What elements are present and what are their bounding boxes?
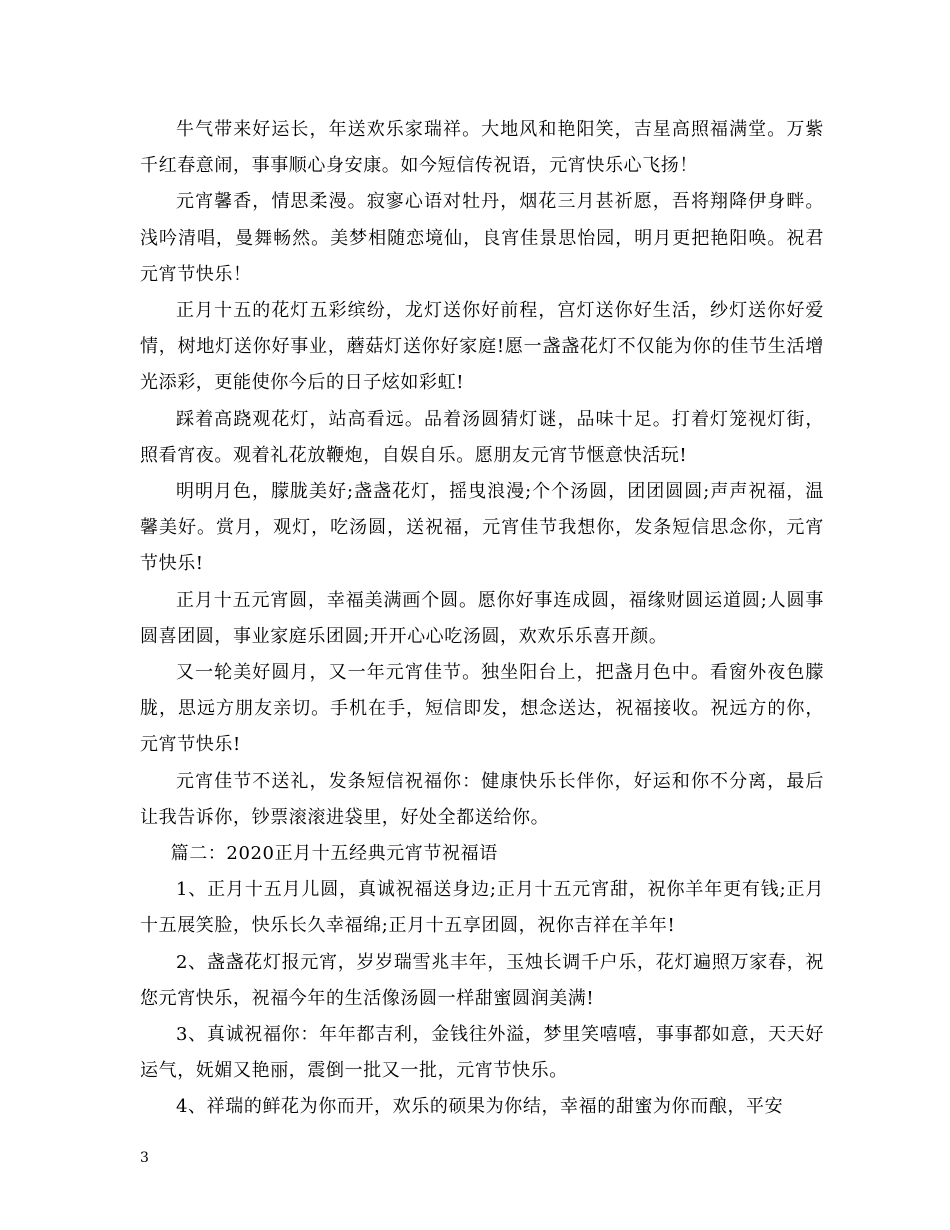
- paragraph: 4、祥瑞的鲜花为你而开，欢乐的硕果为你结，幸福的甜蜜为你而酿，平安: [176, 1096, 784, 1118]
- paragraph: 正月十五元宵圆，幸福美满画个圆。愿你好事连成圆，福缘财圆运道圆;人圆事圆喜团圆，事业家庭乐团圆;开开心心吃汤圆，欢欢乐乐喜开颜。: [140, 589, 824, 647]
- paragraph: 3、真诚祝福你：年年都吉利，金钱往外溢，梦里笑嘻嘻，事事都如意，天天好运气，妩媚又艳丽，震倒一批又一批，元宵节快乐。: [140, 1024, 824, 1082]
- section-heading: 篇二：2020正月十五经典元宵节祝福语: [170, 843, 498, 865]
- paragraph: 又一轮美好圆月，又一年元宵佳节。独坐阳台上，把盏月色中。看窗外夜色朦胧，思远方朋友亲切。手机在手，短信即发，想念送达，祝福接收。祝远方的你，元宵节快乐!: [140, 662, 824, 756]
- paragraph: 元宵佳节不送礼，发条短信祝福你：健康快乐长伴你，好运和你不分离，最后让我告诉你，钞票滚滚进袋里，好处全都送给你。: [140, 770, 824, 828]
- document-body: [140, 112, 824, 1126]
- paragraph: 正月十五的花灯五彩缤纷，龙灯送你好前程，宫灯送你好生活，纱灯送你好爱情，树地灯送你好事业，蘑菇灯送你好家庭!愿一盏盏花灯不仅能为你的佳节生活增光添彩，更能使你今后的日子炫如彩虹!: [140, 300, 824, 394]
- page-number: 3: [140, 1150, 149, 1166]
- paragraph: 元宵馨香，情思柔漫。寂寥心语对牡丹，烟花三月甚祈愿，吾将翔降伊身畔。浅吟清唱，曼舞畅然。美梦相随恋境仙，良宵佳景思怡园，明月更把艳阳唤。祝君元宵节快乐！: [140, 191, 824, 285]
- paragraph: 牛气带来好运长，年送欢乐家瑞祥。大地风和艳阳笑，吉星高照福满堂。万紫千红春意闹，事事顺心身安康。如今短信传祝语，元宵快乐心飞扬！: [140, 119, 824, 177]
- paragraph: 2、盏盏花灯报元宵，岁岁瑞雪兆丰年，玉烛长调千户乐，花灯遍照万家春，祝您元宵快乐，祝福今年的生活像汤圆一样甜蜜圆润美满!: [140, 951, 824, 1009]
- paragraph: 踩着高跷观花灯，站高看远。品着汤圆猜灯谜，品味十足。打着灯笼视灯街，照看宵夜。观着礼花放鞭炮，自娱自乐。愿朋友元宵节惬意快活玩!: [140, 408, 824, 466]
- paragraph: 1、正月十五月儿圆，真诚祝福送身边;正月十五元宵甜，祝你羊年更有钱;正月十五展笑脸，快乐长久幸福绵;正月十五享团圆，祝你吉祥在羊年!: [140, 879, 824, 937]
- paragraph: 明明月色，朦胧美好;盏盏花灯，摇曳浪漫;个个汤圆，团团圆圆;声声祝福，温馨美好。赏月，观灯，吃汤圆，送祝福，元宵佳节我想你，发条短信思念你，元宵节快乐!: [140, 481, 824, 575]
